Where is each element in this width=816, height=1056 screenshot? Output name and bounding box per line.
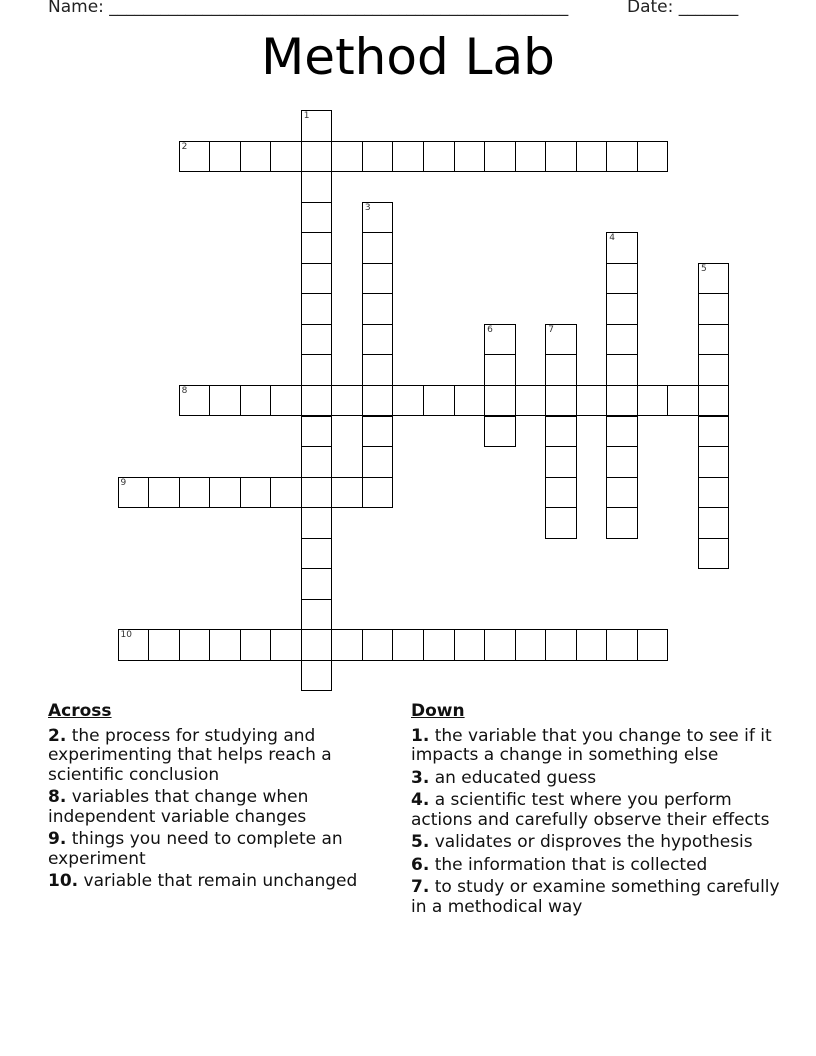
crossword-cell[interactable] [392,141,424,173]
down-clue [411,791,781,830]
crossword-cell[interactable] [606,232,638,264]
name-field[interactable]: Name: ______________________________________________________ [48,0,569,17]
crossword-cell[interactable] [148,629,180,661]
clue-number-label: 7 [548,324,554,335]
across-clue [48,872,383,892]
clue-text: a scientific test where you perform actions and carefully observe their effects [411,790,770,830]
down-heading: Down [411,701,465,721]
crossword-cell[interactable] [301,354,333,386]
crossword-cell[interactable] [209,141,241,173]
crossword-cell[interactable] [606,477,638,509]
clue-number-label: 4 [609,233,616,244]
crossword-cell[interactable] [698,416,730,448]
crossword-cell[interactable] [240,141,272,173]
across-clue [48,830,383,869]
across-clue [48,727,383,786]
down-clue [411,833,781,853]
crossword-cell[interactable] [362,629,394,661]
crossword-cell[interactable] [576,141,608,173]
crossword-cell[interactable] [301,568,333,600]
clue-number-label: 2 [181,141,188,152]
crossword-cell[interactable] [301,629,333,661]
clue-text: the information that is collected [434,854,708,875]
clue-number-label: 5 [700,263,707,274]
crossword-cell[interactable] [301,110,333,142]
clue-number-label: 1 [303,111,310,121]
clue-text: to study or examine something carefully in a methodical way [411,877,780,917]
down-clue [411,769,781,789]
clue-number-label: 9 [120,477,127,488]
crossword-cell[interactable] [301,324,333,356]
crossword-cell[interactable] [698,507,730,539]
crossword-cell[interactable] [331,629,363,661]
crossword-cell[interactable] [484,324,516,356]
page-title: Method Lab [261,28,555,86]
clue-number: 8. [48,787,67,807]
crossword-cell[interactable] [270,385,302,417]
crossword-cell[interactable] [392,629,424,661]
crossword-cell[interactable] [179,141,211,173]
crossword-cell[interactable] [301,171,333,203]
crossword-cell[interactable] [698,324,730,356]
clue-number: 1. [411,725,430,746]
clue-number: 3. [411,767,430,788]
crossword-cell[interactable] [545,446,577,478]
crossword-cell[interactable] [698,477,730,509]
crossword-cell[interactable] [301,293,333,325]
crossword-cell[interactable] [698,385,730,417]
crossword-cell[interactable] [545,416,577,448]
crossword-cell[interactable] [454,385,486,417]
down-clue [411,856,781,876]
crossword-cell[interactable] [576,629,608,661]
crossword-cell[interactable] [423,385,455,417]
crossword-cell[interactable] [301,416,333,448]
clue-text: an educated guess [434,767,597,788]
crossword-cell[interactable] [301,385,333,417]
date-field[interactable]: Date: _______ [627,0,739,17]
crossword-cell[interactable] [545,629,577,661]
crossword-cell[interactable] [606,263,638,295]
crossword-cell[interactable] [301,599,333,631]
crossword-cell[interactable] [606,293,638,325]
clue-text: variable that remain unchanged [83,871,358,891]
clue-number: 10. [48,871,79,891]
crossword-cell[interactable] [270,629,302,661]
crossword-cell[interactable] [698,538,730,570]
crossword-cell[interactable] [331,477,363,509]
crossword-cell[interactable] [606,446,638,478]
crossword-cell[interactable] [545,477,577,509]
crossword-cell[interactable] [301,660,333,692]
crossword-cell[interactable] [698,446,730,478]
clue-text: things you need to complete an experiment [48,829,343,869]
crossword-cell[interactable] [423,629,455,661]
crossword-cell[interactable] [362,385,394,417]
crossword-cell[interactable] [118,477,150,509]
crossword-cell[interactable] [362,354,394,386]
crossword-cell[interactable] [362,477,394,509]
clue-number: 9. [48,829,67,849]
crossword-cell[interactable] [454,629,486,661]
crossword-cell[interactable] [515,629,547,661]
down-clues [411,702,781,920]
crossword-cell[interactable] [270,477,302,509]
crossword-cell[interactable] [484,354,516,386]
crossword-cell[interactable] [240,629,272,661]
clue-number: 7. [411,877,430,897]
crossword-cell[interactable] [362,324,394,356]
down-clue [411,878,781,917]
crossword-cell[interactable] [484,416,516,448]
clue-text: the process for studying and experimenting that helps reach a scientific conclusion [48,725,332,785]
crossword-cell[interactable] [484,629,516,661]
clue-number-label: 3 [364,202,371,213]
crossword-cell[interactable] [179,629,211,661]
crossword-cell[interactable] [301,263,333,295]
crossword-cell[interactable] [301,538,333,570]
clue-text: variables that change when independent variable changes [48,787,309,827]
crossword-cell[interactable] [148,477,180,509]
crossword-cell[interactable] [179,477,211,509]
crossword-cell[interactable] [545,507,577,539]
crossword-cell[interactable] [362,446,394,478]
crossword-cell[interactable] [362,141,394,173]
crossword-cell[interactable] [362,263,394,295]
crossword-cell[interactable] [667,385,699,417]
crossword-cell[interactable] [637,141,669,173]
crossword-cell[interactable] [545,141,577,173]
crossword-cell[interactable] [209,477,241,509]
crossword-cell[interactable] [118,629,150,661]
crossword-cell[interactable] [240,477,272,509]
across-clues [48,702,383,895]
clue-number-label: 6 [487,324,493,335]
across-clue [48,788,383,827]
crossword-cell[interactable] [179,385,211,417]
crossword-cell[interactable] [484,385,516,417]
clue-number: 6. [411,854,430,875]
crossword-cell[interactable] [301,141,333,173]
crossword-cell[interactable] [606,324,638,356]
crossword-cell[interactable] [606,507,638,539]
crossword-cell[interactable] [362,202,394,234]
crossword-cell[interactable] [576,385,608,417]
crossword-cell[interactable] [209,629,241,661]
crossword-cell[interactable] [515,141,547,173]
crossword-cell[interactable] [331,141,363,173]
crossword-cell[interactable] [637,629,669,661]
crossword-cell[interactable] [698,293,730,325]
across-heading: Across [48,701,112,721]
clue-number: 5. [411,832,430,852]
crossword-cell[interactable] [454,141,486,173]
clue-number-label: 8 [181,385,188,396]
crossword-cell[interactable] [515,385,547,417]
crossword-cell[interactable] [392,385,424,417]
crossword-cell[interactable] [606,416,638,448]
crossword-cell[interactable] [606,385,638,417]
crossword-cell[interactable] [362,416,394,448]
clue-text: the variable that you change to see if it impacts a change in something else [411,725,772,765]
crossword-cell[interactable] [362,293,394,325]
clue-number-label: 10 [120,630,132,641]
crossword-cell[interactable] [606,141,638,173]
crossword-cell[interactable] [545,354,577,386]
crossword-cell[interactable] [301,202,333,234]
crossword-cell[interactable] [698,354,730,386]
crossword-cell[interactable] [301,507,333,539]
clue-text: validates or disproves the hypothesis [434,832,753,852]
crossword-cell[interactable] [606,629,638,661]
crossword-cell[interactable] [362,232,394,264]
crossword-cell[interactable] [301,477,333,509]
crossword-cell[interactable] [240,385,272,417]
clue-number: 4. [411,790,430,810]
crossword-cell[interactable] [331,385,363,417]
crossword-cell[interactable] [606,354,638,386]
crossword-cell[interactable] [301,446,333,478]
crossword-cell[interactable] [637,385,669,417]
crossword-cell[interactable] [209,385,241,417]
crossword-cell[interactable] [270,141,302,173]
crossword-cell[interactable] [301,232,333,264]
down-clue [411,727,781,766]
crossword-cell[interactable] [484,141,516,173]
crossword-cell[interactable] [423,141,455,173]
crossword-cell[interactable] [545,385,577,417]
crossword-cell[interactable] [545,324,577,356]
clue-number: 2. [48,725,67,746]
crossword-cell[interactable] [698,263,730,295]
